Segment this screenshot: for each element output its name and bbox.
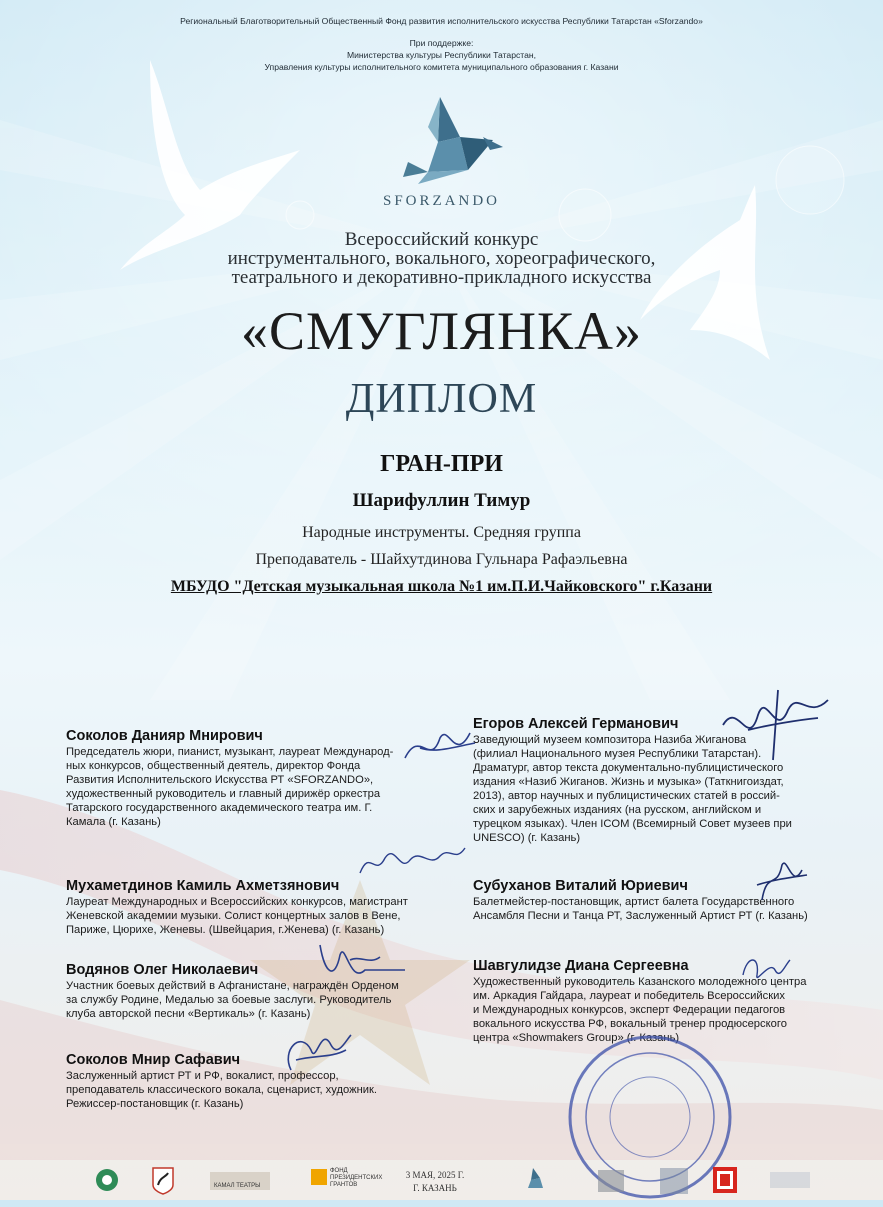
jury-name: Соколов Данияр Мнирович <box>66 728 263 744</box>
signature-icon <box>310 935 410 990</box>
jury-desc: Художественный руководитель Казанского молодежного центра им. Аркадия Гайдара, лауреат и победитель Всероссийских и Международных конкурсов, эксперт Федерации педагогов вокального искусства РФ, вокальный тренер продюсерского центра «Showmakers Group» (г. Казань) <box>473 976 807 1044</box>
jury-name: Мухаметдинов Камиль Ахметзянович <box>66 878 340 894</box>
contest-line-2: инструментального, вокального, хореографического, <box>227 248 656 269</box>
kazan-emblem-icon <box>150 1165 176 1195</box>
ministry-logo-icon <box>95 1168 119 1192</box>
fund-logo-icon <box>310 1168 328 1186</box>
signature-icon <box>752 850 812 910</box>
participant-name: Шарифуллин Тимур <box>352 490 531 511</box>
sforzando-small-logo-icon <box>525 1166 547 1190</box>
jury-name: Субуханов Виталий Юриевич <box>473 878 688 894</box>
jury-name: Соколов Мнир Сафавич <box>66 1052 241 1068</box>
contest-line-1: Всероссийский конкурс <box>344 229 539 250</box>
jury-desc: Балетмейстер-постановщик, артист балета Государственного Ансамбля Песни и Танца РТ, Заслуженный Артист РТ (г. Казань) <box>473 896 808 922</box>
contest-line-3: театрального и декоративно-прикладного искусства <box>231 267 652 288</box>
fund-logo-text <box>330 1168 382 1189</box>
category-text: Народные инструменты. Средняя группа <box>302 524 581 541</box>
jury-desc: Участник боевых действий в Афганистане, награждён Орденом за службу Родине, Медалью за боевые заслуги. Руководитель клуба авторской песни «Вертикаль» (г. Казань) <box>66 980 399 1020</box>
jury-member <box>66 1051 466 1111</box>
organizer-text: Региональный Благотворительный Общественный Фонд развития исполнительского искусства Республики Татарстан «Sforzando» <box>180 16 703 26</box>
award-title: ГРАН-ПРИ <box>380 451 503 477</box>
footer-logos <box>0 1160 883 1200</box>
fund-logo-line: ГРАНТОВ <box>330 1182 358 1188</box>
contest-title: «СМУГЛЯНКА» <box>240 301 643 361</box>
fund-logo-line: ПРЕЗИДЕНТСКИХ <box>330 1175 383 1181</box>
diploma-heading: ДИПЛОМ <box>345 376 538 422</box>
jury-name: Егоров Алексей Германович <box>473 716 679 732</box>
signature-icon <box>276 1020 356 1080</box>
support-line-2: Управления культуры исполнительного комитета муниципального образования г. Казани <box>264 62 619 72</box>
signature-icon <box>400 718 480 778</box>
theatre-logo-text: КАМАЛ ТЕАТРЫ <box>214 1183 261 1189</box>
school-text: МБУДО "Детская музыкальная школа №1 им.П.И.Чайковского" г.Казани <box>170 578 713 595</box>
support-line-1: Министерства культуры Республики Татарстан, <box>346 50 537 60</box>
fund-logo-line: ФОНД <box>330 1168 348 1174</box>
jury-desc: Заслуженный артист РТ и РФ, вокалист, профессор, преподаватель классического вокала, сценарист, художник. Режиссер-постановщик (г. Казань) <box>66 1070 378 1110</box>
footer-date: 3 МАЯ, 2025 Г. <box>405 1170 465 1180</box>
support-label: При поддержке: <box>409 38 474 48</box>
jury-desc: Лауреат Международных и Всероссийских конкурсов, магистрант Женевской академии музыки. Солист концертных залов в Вене, Париже, Цюрихе, Женевы. (Швейцария, г.Женева) (г. Казань) <box>66 896 408 936</box>
signature-icon <box>718 680 833 765</box>
footer-city: Г. КАЗАНЬ <box>413 1183 457 1193</box>
partner-logo <box>598 1170 624 1192</box>
signature-icon <box>355 838 470 883</box>
jury-name: Водянов Олег Николаевич <box>66 962 259 978</box>
partner-logo <box>770 1172 810 1188</box>
teacher-text: Преподаватель - Шайхутдинова Гульнара Рафаэльевна <box>255 551 628 568</box>
signature-icon <box>735 950 795 990</box>
sforzando-logo-icon <box>398 92 508 192</box>
lukoil-logo-icon <box>712 1166 738 1194</box>
jury-member <box>66 877 466 937</box>
jury-name: Шавгулидзе Диана Сергеевна <box>473 958 689 974</box>
brand-name: SFORZANDO <box>382 193 500 209</box>
partner-logo <box>660 1168 688 1194</box>
jury-desc: Председатель жюри, пианист, музыкант, лауреат Международ- ных конкурсов, общественный деятель, директор Фонда Развития Исполнительского Искусства РТ «SFORZANDO», художественный руководитель и главный дирижёр оркестра Татарского государственного академического театра им. Г. Камала (г. Казань) <box>66 746 394 828</box>
jury-desc: Заведующий музеем композитора Назиба Жиганова (филиал Национального музея Республики Татарстан). Драматург, автор текста документально-публицистического издания «Назиб Жиганов. Жизнь и музыка» (Таткнигоиздат, 2013), автор научных и публицистических статей в россий- ских и зарубежных изданиях (на русском, английском и турецком языках). Член ICOM (Всемирный Совет музеев при UNESCO) (г. Казань) <box>473 734 792 844</box>
